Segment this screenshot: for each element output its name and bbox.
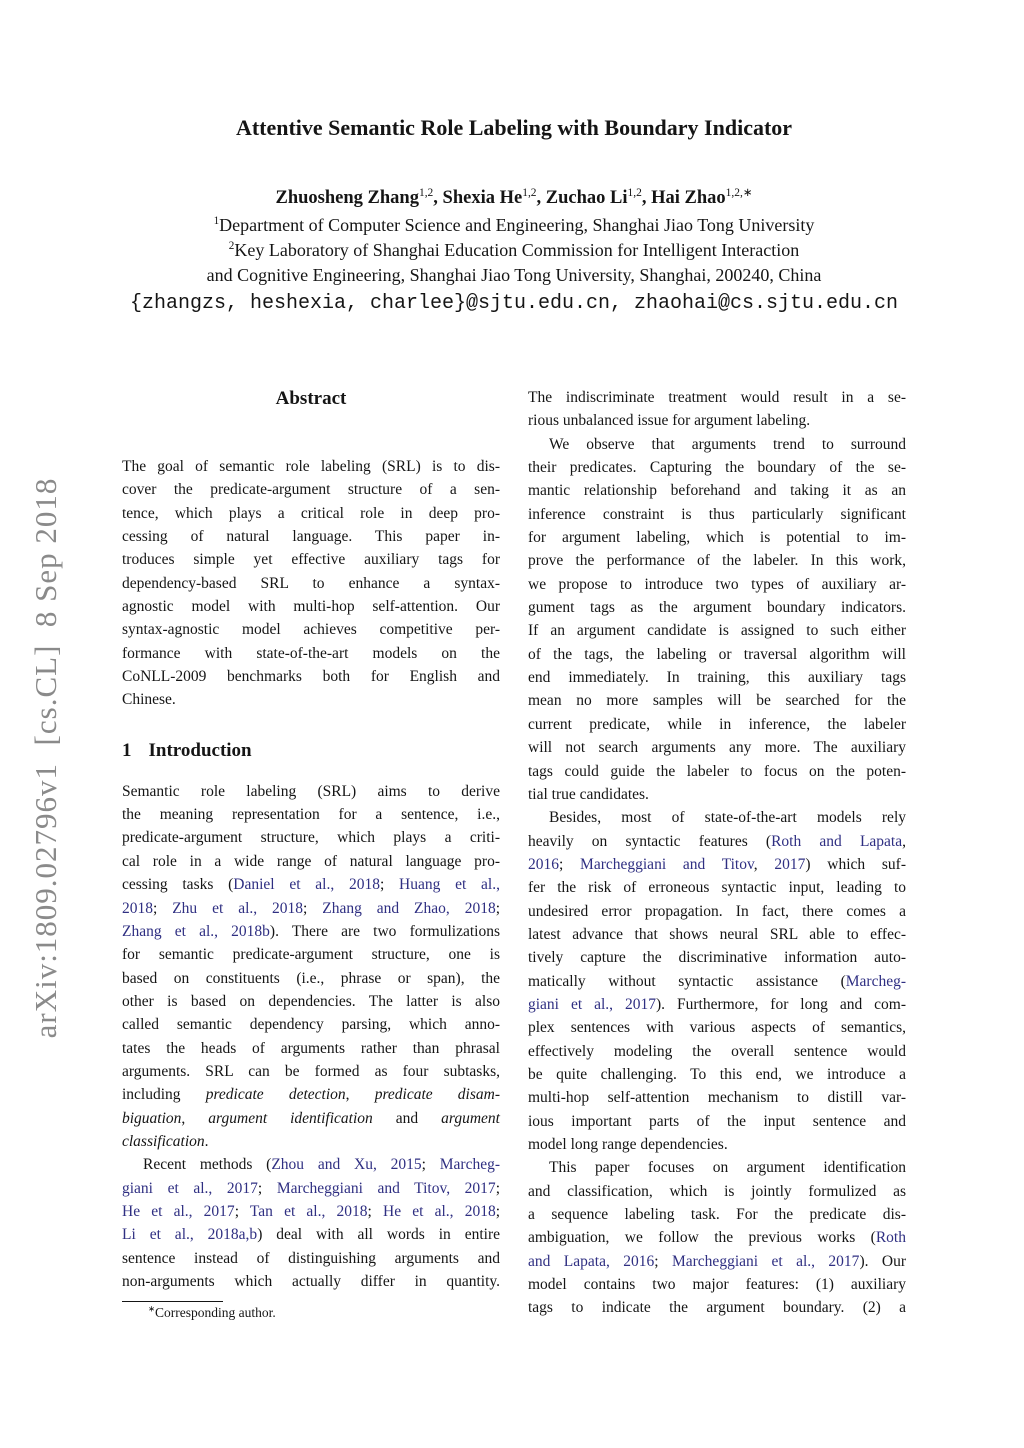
citation-link[interactable]: He et al., 2018 bbox=[383, 1202, 496, 1220]
text-line: be quite challenging. To this end, we introduce a bbox=[528, 1065, 906, 1083]
text-line: tial true candidates. bbox=[528, 785, 649, 803]
introduction-body bbox=[122, 780, 500, 1294]
text-line: tence, which plays a critical role in deep pro- bbox=[122, 504, 500, 522]
citation-link[interactable]: Li et al., 2018a,b bbox=[122, 1226, 258, 1244]
right-column bbox=[528, 386, 906, 1322]
citation-link[interactable]: Marcheggiani and Titov, 2017 bbox=[276, 1179, 496, 1197]
text-line: troduces simple yet effective auxiliary tags for bbox=[122, 551, 500, 569]
text-line: model long range dependencies. bbox=[528, 1136, 728, 1153]
text-line: matically without syntactic assistance (Marcheg- bbox=[528, 972, 906, 990]
superscript: 1 bbox=[213, 215, 220, 227]
citation-link[interactable]: 2016 bbox=[528, 855, 559, 873]
paragraph bbox=[122, 780, 500, 1154]
italic-term: argument identification bbox=[208, 1109, 373, 1127]
text-line: mantic relationship beforehand and taking it as an bbox=[528, 482, 906, 500]
text-line: based on constituents (i.e., phrase or span), the bbox=[122, 969, 500, 987]
text-line: rious unbalanced issue for argument labeling. bbox=[528, 412, 811, 430]
citation-link[interactable]: Marcheggiani and Titov bbox=[580, 855, 754, 873]
text-line: prove the performance of the labeler. In this work, bbox=[528, 552, 906, 570]
citation-link[interactable]: Daniel et al., 2018 bbox=[233, 876, 380, 894]
text-line: arguments. SRL can be formed as four subtasks, bbox=[122, 1062, 500, 1080]
section-title: Introduction bbox=[148, 739, 252, 761]
abstract-heading: Abstract bbox=[275, 388, 347, 409]
citation-link[interactable]: 2018 bbox=[122, 899, 153, 917]
text-line: classification. bbox=[122, 1132, 209, 1150]
italic-term: argument bbox=[441, 1109, 500, 1127]
italic-term: predicate disam- bbox=[374, 1086, 500, 1104]
text-line: called semantic dependency parsing, which anno- bbox=[122, 1016, 500, 1034]
email-line bbox=[122, 292, 906, 316]
text-line: Besides, most of state-of-the-art models rely bbox=[549, 809, 906, 827]
text-line: syntax-agnostic model achieves competitive per- bbox=[122, 621, 500, 639]
italic-term: biguation bbox=[122, 1109, 182, 1127]
author-line: Zhuosheng Zhang$^{1,2}$, Shexia He$^{1,2}$, Zuchao Li$^{1,2}$, Hai Zhao$^{1,2,∗}$ bbox=[275, 186, 753, 208]
text-line: and classification, which is jointly formulized as bbox=[528, 1182, 906, 1200]
citation-link[interactable]: Zhang and Zhao, 2018 bbox=[322, 899, 496, 917]
text-line: biguation, argument identification and argument bbox=[122, 1109, 500, 1127]
text-line: tags to indicate the argument boundary. (2) a bbox=[528, 1299, 906, 1317]
text-line: cal role in a wide range of natural language pro- bbox=[122, 852, 500, 870]
text-line: of the tags, the labeling or traversal algorithm will bbox=[528, 645, 906, 663]
footnote-block bbox=[122, 1301, 500, 1322]
text-line: we propose to introduce two types of auxiliary ar- bbox=[528, 575, 906, 593]
text-line: effectively modeling the overall sentence would bbox=[528, 1042, 906, 1060]
superscript: 1,2,∗ bbox=[725, 186, 753, 199]
text-line: for argument labeling, which is potential to im- bbox=[528, 529, 906, 547]
paragraph bbox=[528, 806, 906, 1156]
citation-link[interactable]: giani et al., 2017 bbox=[122, 1179, 258, 1197]
text-line: We observe that arguments trend to surround bbox=[549, 435, 906, 453]
section-number: 1 bbox=[122, 739, 132, 761]
affiliation-line-3: and Cognitive Engineering, Shanghai Jiao Tong University, Shanghai, 200240, China bbox=[206, 265, 822, 285]
text-line: Chinese. bbox=[122, 691, 176, 709]
citation-link[interactable]: Marcheg- bbox=[439, 1156, 500, 1174]
footnote-text: ∗Corresponding author. bbox=[148, 1304, 276, 1321]
citation-link[interactable]: Zhang et al., 2018b bbox=[122, 922, 270, 940]
text-line: mean no more samples will be searched for the bbox=[528, 692, 906, 710]
text-line: and Lapata, 2016; Marcheggiani et al., 2017). Our bbox=[528, 1252, 906, 1270]
text-line: will not search arguments any more. The auxiliary bbox=[528, 739, 906, 757]
text-line: This paper focuses on argument identification bbox=[549, 1159, 906, 1177]
citation-link[interactable]: Zhu et al., 2018 bbox=[172, 899, 304, 917]
text-line: predicate-argument structure, which plays a criti- bbox=[122, 829, 500, 847]
text-line: cessing of natural language. This paper in- bbox=[122, 528, 500, 546]
citation-link[interactable]: He et al., 2017 bbox=[122, 1202, 235, 1220]
text-line: multi-hop self-attention mechanism to distill var- bbox=[528, 1089, 906, 1107]
text-line: undesired error propagation. In fact, there comes a bbox=[528, 902, 906, 920]
text-line: the meaning representation for a sentence, i.e., bbox=[122, 806, 500, 824]
text-line: other is based on dependencies. The latter is also bbox=[122, 992, 500, 1010]
superscript: ∗ bbox=[148, 1304, 156, 1314]
citation-link[interactable]: 2017 bbox=[774, 855, 806, 873]
citation-link[interactable]: Tan et al., 2018 bbox=[249, 1202, 368, 1220]
text-line: Zhang et al., 2018b). There are two formulizations bbox=[122, 922, 500, 940]
text-line: inference constraint is thus particularly significant bbox=[528, 505, 906, 523]
paragraph bbox=[528, 433, 906, 807]
text-line: current predicate, while in inference, the labeler bbox=[528, 715, 906, 733]
paragraph bbox=[122, 455, 500, 712]
text-line: cessing tasks (Daniel et al., 2018; Huang et al., bbox=[122, 876, 500, 894]
affiliation-line-1: $^1$Department of Computer Science and Engineering, Shanghai Jiao Tong University bbox=[213, 215, 815, 235]
text-line: The goal of semantic role labeling (SRL) is to dis- bbox=[122, 458, 500, 475]
text-line: gument tags as the argument boundary indicators. bbox=[528, 599, 906, 617]
text-line: The indiscriminate treatment would result in a se- bbox=[528, 389, 906, 406]
text-line: If an argument candidate is assigned to such either bbox=[528, 622, 906, 640]
text-line: latest advance that shows neural SRL able to effec- bbox=[528, 925, 906, 943]
email-text: {zhangzs, heshexia, charlee}@sjtu.edu.cn, zhaohai@cs.sjtu.edu.cn bbox=[129, 292, 899, 315]
text-line: Recent methods (Zhou and Xu, 2015; Marcheg- bbox=[143, 1156, 500, 1174]
citation-link[interactable]: Huang et al., bbox=[399, 876, 500, 894]
text-line: plex sentences with various aspects of semantics, bbox=[528, 1019, 906, 1037]
text-line: CoNLL-2009 benchmarks both for English and bbox=[122, 668, 500, 686]
paragraph bbox=[122, 1153, 500, 1293]
superscript: 1,2 bbox=[522, 186, 537, 199]
citation-link[interactable]: Roth bbox=[875, 1229, 906, 1247]
italic-term: predicate detection bbox=[205, 1086, 346, 1104]
citation-link[interactable]: Marcheg- bbox=[845, 972, 906, 990]
text-line: He et al., 2017; Tan et al., 2018; He et al., 2018; bbox=[122, 1202, 501, 1220]
left-column bbox=[122, 386, 500, 1322]
paragraph bbox=[528, 386, 906, 433]
text-line: giani et al., 2017). Furthermore, for long and com- bbox=[528, 995, 906, 1013]
citation-link[interactable]: and Lapata, 2016 bbox=[528, 1252, 655, 1270]
text-line: ious important parts of the input sentence and bbox=[528, 1112, 906, 1130]
text-line: ambiguation, we follow the previous works (Roth bbox=[528, 1229, 906, 1247]
text-line: including predicate detection, predicate disam- bbox=[122, 1086, 500, 1104]
abstract-body bbox=[122, 455, 500, 712]
citation-link[interactable]: giani et al., 2017 bbox=[528, 995, 656, 1013]
text-line: fer the risk of erroneous syntactic input, leading to bbox=[528, 879, 906, 897]
arxiv-watermark: arXiv:1809.02796v1 [cs.CL] 8 Sep 2018 bbox=[28, 477, 63, 1039]
text-line: sentence instead of distinguishing arguments and bbox=[122, 1249, 500, 1267]
citation-link[interactable]: Marcheggiani et al., 2017 bbox=[671, 1252, 860, 1270]
text-line: cover the predicate-argument structure of a sen- bbox=[122, 481, 500, 499]
text-line: agnostic model with multi-hop self-attention. Our bbox=[122, 598, 500, 616]
text-line: 2016; Marcheggiani and Titov, 2017) which suf- bbox=[528, 855, 906, 873]
paper-title: Attentive Semantic Role Labeling with Boundary Indicator bbox=[235, 115, 793, 140]
text-line: end immediately. In training, this auxiliary tags bbox=[528, 669, 906, 687]
text-line: tags could guide the labeler to focus on the poten- bbox=[528, 762, 906, 780]
text-line: dependency-based SRL to enhance a syntax- bbox=[122, 574, 500, 592]
text-line: their predicates. Capturing the boundary of the se- bbox=[528, 459, 906, 477]
italic-term: classification bbox=[122, 1132, 205, 1150]
section-heading-introduction bbox=[122, 738, 500, 764]
text-line: Semantic role labeling (SRL) aims to derive bbox=[122, 782, 500, 800]
citation-link[interactable]: Roth and Lapata bbox=[771, 832, 903, 850]
text-line: giani et al., 2017; Marcheggiani and Titov, 2017; bbox=[122, 1179, 500, 1197]
superscript: 1,2 bbox=[418, 186, 434, 199]
paragraph bbox=[528, 1156, 906, 1319]
text-line: for semantic predicate-argument structure, one is bbox=[122, 946, 500, 964]
text-line: model contains two major features: (1) auxiliary bbox=[528, 1276, 906, 1294]
text-line: a sequence labeling task. For the predicate dis- bbox=[528, 1206, 906, 1224]
superscript: 1,2 bbox=[627, 186, 642, 199]
superscript: 2 bbox=[228, 240, 235, 252]
text-line: non-arguments which actually differ in quantity. bbox=[122, 1273, 500, 1290]
text-line: Li et al., 2018a,b) deal with all words in entire bbox=[122, 1226, 500, 1244]
right-column-body bbox=[528, 386, 906, 1320]
affiliation-line-2: $^2$Key Laboratory of Shanghai Education Commission for Intelligent Interaction bbox=[228, 240, 800, 260]
citation-link[interactable]: Zhou and Xu, 2015 bbox=[271, 1156, 422, 1174]
text-line: heavily on syntactic features (Roth and Lapata, bbox=[528, 832, 906, 850]
text-line: tively capture the discriminative information auto- bbox=[528, 949, 906, 967]
footnote-rule bbox=[122, 1301, 223, 1302]
affiliation-block bbox=[122, 213, 906, 288]
two-column-body bbox=[122, 386, 906, 1322]
text-line: formance with state-of-the-art models on the bbox=[122, 644, 500, 662]
text-line: tates the heads of arguments rather than phrasal bbox=[122, 1039, 500, 1057]
text-line: 2018; Zhu et al., 2018; Zhang and Zhao, 2018; bbox=[122, 899, 501, 917]
